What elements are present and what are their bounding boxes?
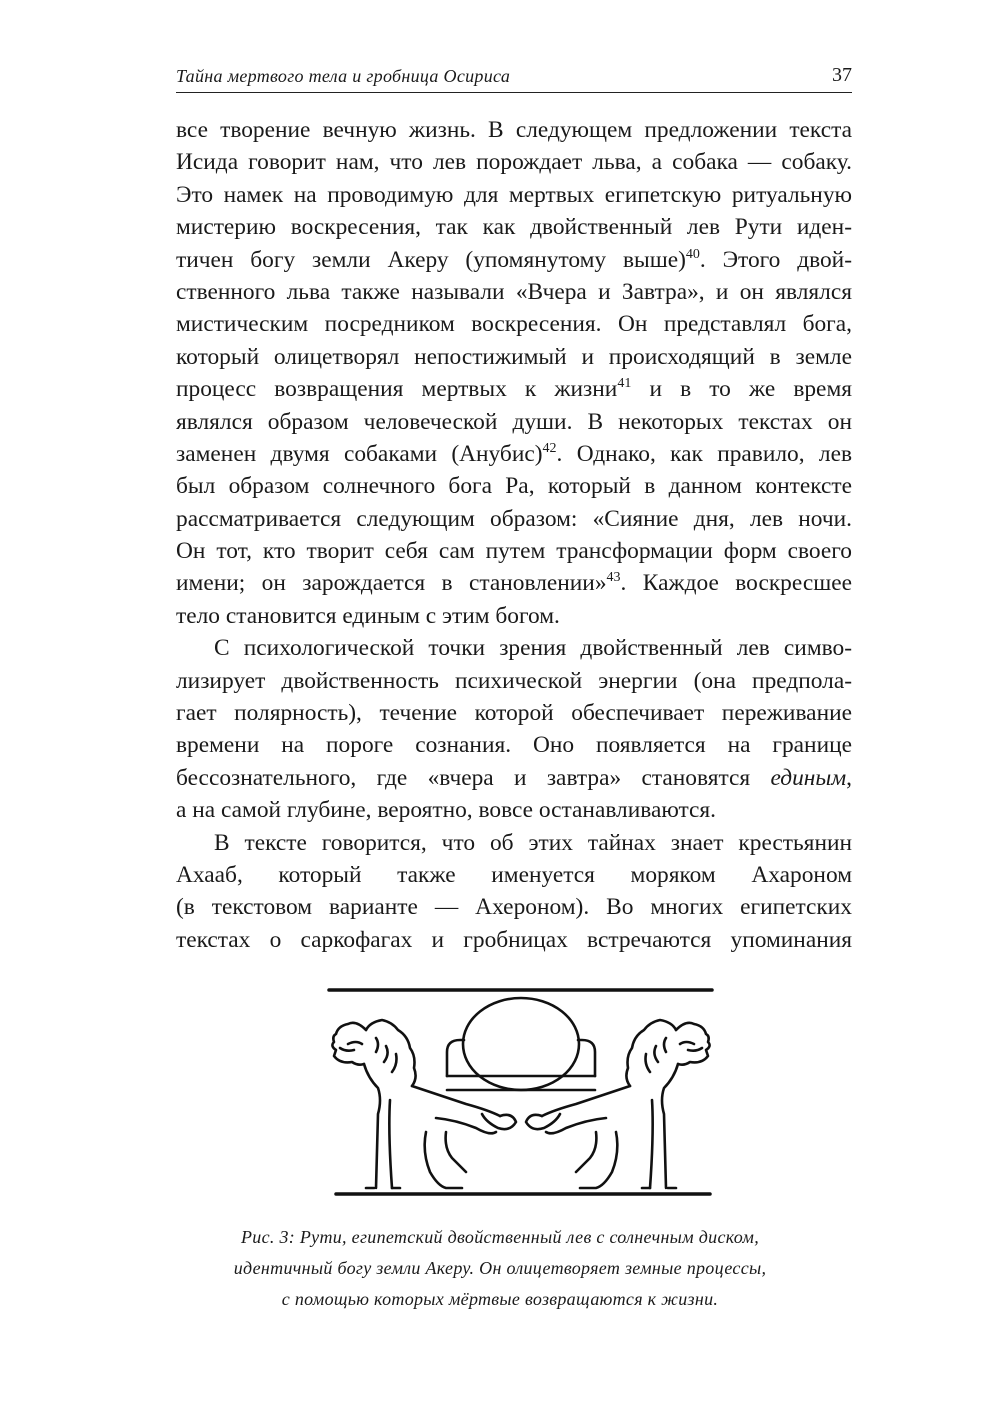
emphasis: единым [770, 764, 847, 791]
text-line: мистическим посредником воскресения. Он представлял бога, [176, 311, 852, 338]
text-line: Он тот, кто творит себя сам путем трансформации форм своего [176, 538, 852, 565]
caption-line: идентичный богу земли Акеру. Он олицетворяет земные процессы, [233, 1258, 767, 1278]
text-line: был образом солнечного бога Ра, который в данном контексте [176, 473, 852, 500]
page-number: 37 [832, 64, 852, 86]
text-line: С психологической точки зрения двойственный лев симво- [214, 635, 852, 662]
text-line: который олицетворял непостижимый и происходящий в земле [176, 343, 852, 370]
figure-caption [150, 1222, 850, 1315]
text-line: Это намек на проводимую для мертвых египетскую ритуальную [176, 181, 852, 208]
text-line: имени; он зарождается в становлении»$^{43}$. Каждое воскресшее [176, 570, 853, 597]
text-line: тичен богу земли Акеру (упомянутому выше)$^{40}$. Этого двой- [176, 246, 852, 273]
text-line: (в текстовом варианте — Ахероном). Во многих египетских [176, 894, 852, 921]
paragraph [176, 114, 852, 632]
text-line: а на самой глубине, вероятно, вовсе останавливаются. [176, 797, 717, 824]
text-line: мистерию воскресения, так как двойственный лев Рути иден- [176, 214, 852, 241]
running-header-title: Тайна мертвого тела и гробница Осириса [176, 66, 511, 86]
footnote-ref[interactable]: 40 [685, 246, 700, 262]
text-line: все творение вечную жизнь. В следующем предложении текста [176, 117, 852, 143]
text-line: лизирует двойственность психической энергии (она предпола- [176, 667, 852, 694]
text-line: заменен двумя собаками (Анубис)$^{42}$. Однако, как правило, лев [176, 440, 852, 467]
caption-line: с помощью которых мёртвые возвращаются к жизни. [281, 1289, 719, 1309]
text-line: гает полярность), течение которой обеспечивает переживание [176, 700, 852, 727]
text-line: Исида говорит нам, что лев порождает льва, а собака — собаку. [176, 149, 852, 176]
text-line: процесс возвращения мертвых к жизни$^{41}$ и в то же время [176, 376, 852, 403]
text-line: рассматривается следующим образом: «Сияние дня, лев ночи. [176, 505, 852, 532]
text-line: тело становится единым с этим богом. [176, 602, 560, 629]
sun-disk-icon [447, 998, 595, 1090]
body-text [176, 114, 852, 956]
footnote-ref[interactable]: 41 [617, 376, 632, 392]
paragraph [176, 827, 852, 957]
text-line: времени на пороге сознания. Оно появляется на границе [176, 732, 852, 759]
footnote-ref[interactable]: 42 [542, 440, 557, 456]
footnote-ref[interactable]: 43 [606, 570, 621, 586]
text-line: текстах о саркофагах и гробницах встречаются упоминания [176, 926, 852, 953]
text-line: бессознательного, где «вчера и завтра» становятся единым, [176, 764, 852, 791]
caption-line: Рис. 3: Рути, египетский двойственный лев с солнечным диском, [241, 1227, 759, 1247]
text-line: ственного льва также называли «Вчера и Завтра», и он являлся [176, 278, 852, 305]
running-header [176, 64, 852, 93]
left-lion-icon [332, 1020, 516, 1188]
text-line: являлся образом человеческой души. В некоторых текстах он [176, 408, 852, 435]
text-line: В тексте говорится, что об этих тайнах знает крестьянин [214, 829, 852, 856]
right-lion-icon [526, 1020, 710, 1188]
figure-ruti-lions [326, 982, 716, 1202]
text-line: Ахааб, который также именуется моряком Ахароном [176, 861, 852, 888]
paragraph [176, 632, 852, 826]
